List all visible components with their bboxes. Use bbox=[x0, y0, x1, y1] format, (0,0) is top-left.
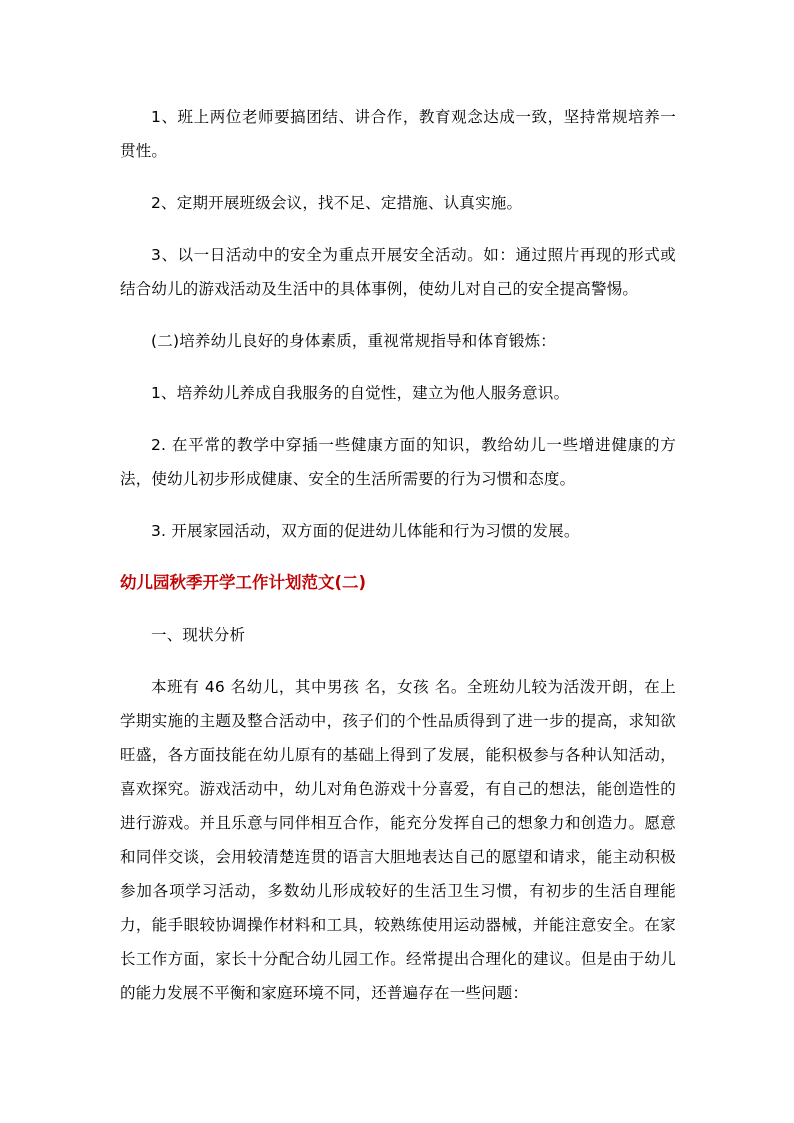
paragraph-class-meeting: 2、定期开展班级会议，找不足、定措施、认真实施。 bbox=[151, 194, 523, 212]
paragraph-physical-quality: (二)培养幼儿良好的身体素质，重视常规指导和体育锻炼： bbox=[151, 332, 556, 350]
paragraph-family-activities: 3. 开展家园活动，双方面的促进幼儿体能和行为习惯的发展。 bbox=[151, 522, 580, 540]
paragraph-safety-activities: 3、以一日活动中的安全为重点开展安全活动。如：通过照片再现的形式或结合幼儿的游戏活动及生活中的具体事例，使幼儿对自己的安全提高警惕。 bbox=[120, 246, 676, 298]
paragraph-health-knowledge: 2. 在平常的教学中穿插一些健康方面的知识，教给幼儿一些增进健康的方法，使幼儿初步形成健康、安全的生活所需要的行为习惯和态度。 bbox=[120, 436, 676, 488]
paragraph-teacher-cooperation: 1、班上两位老师要搞团结、讲合作，教育观念达成一致，坚持常规培养一贯性。 bbox=[120, 108, 676, 160]
document-body bbox=[120, 100, 676, 1010]
paragraph-self-service: 1、培养幼儿养成自我服务的自觉性，建立为他人服务意识。 bbox=[151, 384, 570, 402]
paragraph-status-heading: 一、现状分析 bbox=[151, 626, 246, 644]
paragraph-status-analysis: 本班有 46 名幼儿，其中男孩 名，女孩 名。全班幼儿较为活泼开朗，在上学期实施的主题及整合活动中，孩子们的个性品质得到了进一步的提高，求知欲旺盛，各方面技能在幼儿原有的基础上得到了发展，能积极参与各种认知活动，喜欢探究。游戏活动中，幼儿对角色游戏十分喜爱，有自己的想法，能创造性的进行游戏。并且乐意与同伴相互合作，能充分发挥自己的想象力和创造力。愿意和同伴交谈，会用较清楚连贯的语言大胆地表达自己的愿望和请求，能主动积极参加各项学习活动，多数幼儿形成较好的生活卫生习惯，有初步的生活自理能力，能手眼较协调操作材料和工具，较熟练使用运动器械，并能注意安全。在家长工作方面，家长十分配合幼儿园工作。经常提出合理化的建议。但是由于幼儿的能力发展不平衡和家庭环境不同，还普遍存在一些问题： bbox=[120, 678, 676, 1002]
section-title: 幼儿园秋季开学工作计划范文(二) bbox=[120, 573, 367, 592]
